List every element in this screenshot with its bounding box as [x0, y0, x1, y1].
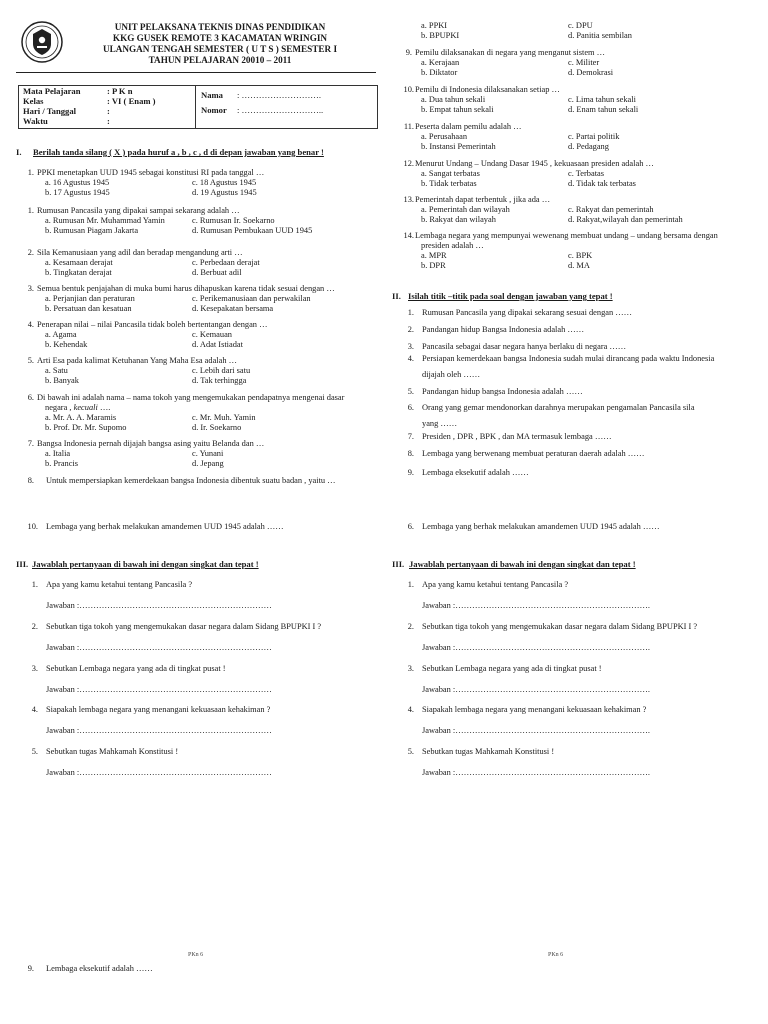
question-text: Presiden , DPR , BPK , dan MA termasuk lembaga ……: [422, 432, 612, 441]
question-text: Pandangan hidup Bangsa Indonesia adalah ……: [422, 325, 585, 334]
question-text: Bangsa Indonesia pernah dijajah bangsa asing yaitu Belanda dan …: [37, 439, 265, 448]
question-text: Lembaga eksekutif adalah ……: [46, 964, 153, 973]
option-b[interactable]: b. Tingkatan derajat: [45, 268, 112, 277]
option-b[interactable]: b. Rumusan Piagam Jakarta: [45, 226, 139, 235]
option-c[interactable]: c. Kemauan: [192, 330, 232, 339]
student-identity-box: [18, 85, 378, 129]
header-line-4: TAHUN PELAJARAN 20010 – 2011: [148, 55, 292, 65]
section-3-right-title: Jawablah pertanyaan di bawah ini dengan singkat dan tepat !: [409, 559, 636, 569]
option-b[interactable]: b. Persatuan dan kesatuan: [45, 304, 132, 313]
question-text: Di bawah ini adalah nama – nama tokoh yang mengemukakan pendapatnya mengenai dasar: [37, 393, 345, 402]
question-text: Lembaga eksekutif adalah ……: [422, 468, 529, 477]
option-d[interactable]: d. Demokrasi: [568, 68, 614, 77]
question-text: Untuk mempersiapkan kemerdekaan bangsa Indonesia dibentuk suatu badan , yaitu …: [46, 476, 336, 485]
option-d[interactable]: d. Rumusan Pembukaan UUD 1945: [192, 226, 313, 235]
section-2-number: II.: [392, 291, 401, 301]
section-3-number: III.: [16, 559, 29, 569]
question-text-part: ….: [97, 403, 111, 412]
option-b[interactable]: b. Rakyat dan wilayah: [421, 215, 496, 224]
question-number: 8.: [407, 449, 414, 458]
question-text-continued: [45, 403, 110, 413]
option-a[interactable]: a. Pemerintah dan wilayah: [421, 205, 510, 214]
question-number: 1.: [27, 168, 34, 177]
question-text: Apa yang kamu ketahui tentang Pancasila ?: [422, 580, 569, 589]
answer-line[interactable]: Jawaban :…………………………………………………………….: [422, 726, 650, 735]
answer-line[interactable]: Jawaban :…………………………………………………………….: [422, 685, 650, 694]
answer-line[interactable]: Jawaban :…………………………………………………………….: [422, 643, 650, 652]
page-label-left: PKn 6: [188, 952, 204, 958]
answer-line[interactable]: Jawaban :……………………………………………………………: [46, 768, 272, 777]
question-text: Lembaga yang berhak melakukan amandemen UUD 1945 adalah ……: [422, 522, 660, 531]
date-label: Hari / Tanggal: [23, 106, 77, 116]
option-c[interactable]: c. Perbedaan derajat: [192, 258, 260, 267]
option-a[interactable]: a. 16 Agustus 1945: [45, 178, 110, 187]
question-number: 14.: [403, 231, 414, 240]
question-number: 1.: [407, 580, 414, 589]
option-d[interactable]: d. Jepang: [192, 459, 224, 468]
number-label: Nomor: [201, 105, 227, 115]
question-number: 1.: [27, 206, 34, 215]
question-text: Peserta dalam pemilu adalah …: [415, 122, 522, 131]
option-d[interactable]: d. 19 Agustus 1945: [192, 188, 257, 197]
question-text: Pemerintah dapat terbentuk , jika ada …: [415, 195, 551, 204]
option-a[interactable]: a. PPKI: [421, 21, 448, 30]
question-text: Semua bentuk penjajahan di muka bumi harus dihapuskan karena tidak sesuai dengan …: [37, 284, 335, 293]
question-number: 9.: [27, 964, 34, 973]
class-value: : VI ( Enam ): [107, 96, 156, 106]
question-number: 2.: [407, 325, 414, 334]
question-text: Persiapan kemerdekaan bangsa Indonesia sudah mulai dirancang pada waktu Indonesia: [422, 354, 715, 363]
question-number: 6.: [407, 403, 414, 412]
number-field[interactable]: : ………………………..: [237, 105, 324, 115]
question-text: Sebutkan Lembaga negara yang ada di tingkat pusat !: [422, 664, 602, 673]
option-a[interactable]: a. Agama: [45, 330, 77, 339]
question-number: 6.: [407, 522, 414, 531]
question-emphasis: kecuali: [73, 403, 98, 412]
question-text-continued: presiden adalah …: [421, 241, 484, 250]
option-c[interactable]: c. DPU: [568, 21, 593, 30]
question-number: 2.: [31, 622, 38, 631]
question-number: 5.: [31, 747, 38, 756]
option-d[interactable]: d. Ir. Soekarno: [192, 423, 242, 432]
question-number: 10.: [27, 522, 38, 531]
question-number: 4.: [27, 320, 34, 329]
question-number: 5.: [407, 747, 414, 756]
question-text: Rumusan Pancasila yang dipakai sekarang sesuai dengan ……: [422, 308, 633, 317]
section-1-title: Berilah tanda silang ( X ) pada huruf a , b , c , d di depan jawaban yang benar !: [33, 147, 324, 157]
question-text: Sebutkan tugas Mahkamah Konstitusi !: [46, 747, 179, 756]
time-label: Waktu: [23, 116, 48, 126]
identity-box-divider: [195, 86, 196, 128]
answer-line[interactable]: Jawaban :…………………………………………………………….: [422, 601, 650, 610]
option-a[interactable]: a. Rumusan Mr. Muhammad Yamin: [45, 216, 165, 225]
option-c[interactable]: c. Lima tahun sekali: [568, 95, 636, 104]
option-d[interactable]: d. Rakyat,wilayah dan pemerintah: [568, 215, 683, 224]
page-label-right: PKn 6: [548, 952, 564, 958]
document-header: [60, 22, 380, 66]
question-number: 12.: [403, 159, 414, 168]
question-number: 7.: [27, 439, 34, 448]
answer-line[interactable]: Jawaban :……………………………………………………………: [46, 601, 272, 610]
question-text-continued: yang ……: [422, 419, 458, 428]
option-a[interactable]: a. Italia: [45, 449, 71, 458]
section-2-title: Isilah titik –titik pada soal dengan jawaban yang tepat !: [408, 291, 613, 301]
question-number: 3.: [407, 664, 414, 673]
question-number: 10.: [403, 85, 414, 94]
subject-label: Mata Pelajaran: [23, 86, 81, 96]
option-b[interactable]: b. Tidak terbatas: [421, 179, 477, 188]
question-number: 4.: [407, 354, 414, 363]
option-a[interactable]: a. Mr. A. A. Maramis: [45, 413, 117, 422]
name-label: Nama: [201, 90, 223, 100]
option-d[interactable]: d. Panitia sembilan: [568, 31, 632, 40]
question-number: 2.: [407, 622, 414, 631]
question-number: 8.: [27, 476, 34, 485]
option-a[interactable]: a. Dua tahun sekali: [421, 95, 486, 104]
option-d[interactable]: d. Enam tahun sekali: [568, 105, 639, 114]
option-a[interactable]: a. Kesamaan derajat: [45, 258, 113, 267]
question-text: Arti Esa pada kalimat Ketuhanan Yang Maha Esa adalah …: [37, 356, 238, 365]
question-text: Sebutkan Lembaga negara yang ada di tingkat pusat !: [46, 664, 226, 673]
option-c[interactable]: c. Yunani: [192, 449, 224, 458]
name-field[interactable]: : ……………………….: [237, 90, 322, 100]
option-c[interactable]: c. Rumusan Ir. Soekarno: [192, 216, 275, 225]
option-b[interactable]: b. Kehendak: [45, 340, 88, 349]
question-text: Orang yang gemar mendonorkan darahnya merupakan pengamalan Pancasila sila: [422, 403, 695, 412]
option-b[interactable]: b. Empat tahun sekali: [421, 105, 494, 114]
class-label: Kelas: [23, 96, 44, 106]
question-number: 9.: [405, 48, 412, 57]
section-3-right-number: III.: [392, 559, 405, 569]
option-b[interactable]: b. Instansi Pemerintah: [421, 142, 496, 151]
question-text: Lembaga negara yang mempunyai wewenang membuat undang – undang bersama dengan: [415, 231, 718, 240]
header-line-3: ULANGAN TENGAH SEMESTER ( U T S ) SEMESTER I: [102, 44, 338, 54]
question-number: 13.: [403, 195, 414, 204]
option-c[interactable]: c. Terbatas: [568, 169, 604, 178]
question-number: 7.: [407, 432, 414, 441]
option-c[interactable]: c. Rakyat dan pemerintah: [568, 205, 654, 214]
school-logo: [20, 20, 64, 64]
question-text: Lembaga yang berwenang membuat peraturan daerah adalah ……: [422, 449, 645, 458]
option-c[interactable]: c. Partai politik: [568, 132, 620, 141]
answer-line[interactable]: Jawaban :…………………………………………………………….: [422, 768, 650, 777]
question-text-continued: dijajah oleh ……: [422, 370, 481, 379]
question-number: 1.: [31, 580, 38, 589]
option-a[interactable]: a. MPR: [421, 251, 447, 260]
question-text: Pemilu dilaksanakan di negara yang menganut sistem …: [415, 48, 606, 57]
option-c[interactable]: c. Lebih dari satu: [192, 366, 251, 375]
date-value: :: [107, 106, 110, 116]
question-text: Apa yang kamu ketahui tentang Pancasila ?: [46, 580, 193, 589]
question-text-part: negara ,: [45, 403, 74, 412]
header-line-1: UNIT PELAKSANA TEKNIS DINAS PENDIDIKAN: [114, 22, 326, 32]
option-a[interactable]: a. Sangat terbatas: [421, 169, 480, 178]
question-text: Pancasila sebagai dasar negara hanya berlaku di negara ……: [422, 342, 627, 351]
option-d[interactable]: d. Adat Istiadat: [192, 340, 243, 349]
header-line-2: KKG GUSEK REMOTE 3 KACAMATAN WRINGIN: [112, 33, 328, 43]
question-text: Pandangan hidup bangsa Indonesia adalah ……: [422, 387, 583, 396]
question-text: Lembaga yang berhak melakukan amandemen UUD 1945 adalah ……: [46, 522, 284, 531]
header-divider: [16, 72, 376, 73]
option-a[interactable]: a. Perjanjian dan peraturan: [45, 294, 135, 303]
question-text: PPKI menetapkan UUD 1945 sebagai konstitusi RI pada tanggal …: [37, 168, 265, 177]
question-text: Siapakah lembaga negara yang menangani kekuasaan kehakiman ?: [422, 705, 647, 714]
question-text: Sebutkan tugas Mahkamah Konstitusi !: [422, 747, 555, 756]
option-b[interactable]: b. BPUPKI: [421, 31, 460, 40]
question-number: 3.: [27, 284, 34, 293]
question-text: Sebutkan tiga tokoh yang mengemukakan dasar negara dalam Sidang BPUPKI I ?: [422, 622, 698, 631]
question-number: 9.: [407, 468, 414, 477]
question-number: 2.: [27, 248, 34, 257]
answer-line[interactable]: Jawaban :……………………………………………………………: [46, 726, 272, 735]
section-1-number: I.: [16, 147, 22, 157]
option-d[interactable]: d. Tidak tak terbatas: [568, 179, 636, 188]
question-number: 4.: [31, 705, 38, 714]
question-text: Pemilu di Indonesia dilaksanakan setiap …: [415, 85, 560, 94]
option-d[interactable]: d. Pedagang: [568, 142, 609, 151]
question-text: Rumusan Pancasila yang dipakai sampai sekarang adalah …: [37, 206, 240, 215]
option-c[interactable]: c. Mr. Muh. Yamin: [192, 413, 256, 422]
question-text: Siapakah lembaga negara yang menangani kekuasaan kehakiman ?: [46, 705, 271, 714]
option-b[interactable]: b. Banyak: [45, 376, 79, 385]
question-text: Penerapan nilai – nilai Pancasila tidak boleh bertentangan dengan …: [37, 320, 268, 329]
time-value: :: [107, 116, 110, 126]
option-c[interactable]: c. BPK: [568, 251, 593, 260]
question-number: 3.: [31, 664, 38, 673]
option-c[interactable]: c. Militer: [568, 58, 600, 67]
option-b[interactable]: b. DPR: [421, 261, 446, 270]
section-3-title: Jawablah pertanyaan di bawah ini dengan singkat dan tepat !: [32, 559, 259, 569]
question-number: 5.: [27, 356, 34, 365]
option-b[interactable]: b. 17 Agustus 1945: [45, 188, 110, 197]
option-a[interactable]: a. Perusahaan: [421, 132, 468, 141]
question-text: Sila Kemanusiaan yang adil dan beradap mengandung arti …: [37, 248, 243, 257]
question-text: Sebutkan tiga tokoh yang mengemukakan dasar negara dalam Sidang BPUPKI I ?: [46, 622, 322, 631]
answer-line[interactable]: Jawaban :……………………………………………………………: [46, 643, 272, 652]
subject-value: : P K n: [107, 86, 133, 96]
option-a[interactable]: a. Kerajaan: [421, 58, 460, 67]
option-c[interactable]: c. 18 Agustus 1945: [192, 178, 257, 187]
option-b[interactable]: b. Diktator: [421, 68, 458, 77]
question-number: 11.: [403, 122, 414, 131]
question-number: 3.: [407, 342, 414, 351]
question-number: 1.: [407, 308, 414, 317]
question-number: 6.: [27, 393, 34, 402]
option-d[interactable]: d. Kesepakatan bersama: [192, 304, 274, 313]
option-d[interactable]: d. Tak terhingga: [192, 376, 247, 385]
option-d[interactable]: d. Berbuat adil: [192, 268, 242, 277]
question-number: 5.: [407, 387, 414, 396]
option-a[interactable]: a. Satu: [45, 366, 68, 375]
question-text: Menurut Undang – Undang Dasar 1945 , kekuasaan presiden adalah …: [415, 159, 654, 168]
option-b[interactable]: b. Prof. Dr. Mr. Supomo: [45, 423, 127, 432]
option-b[interactable]: b. Prancis: [45, 459, 79, 468]
option-c[interactable]: c. Perikemanusiaan dan perwakilan: [192, 294, 311, 303]
option-d[interactable]: d. MA: [568, 261, 590, 270]
question-number: 4.: [407, 705, 414, 714]
answer-line[interactable]: Jawaban :……………………………………………………………: [46, 685, 272, 694]
